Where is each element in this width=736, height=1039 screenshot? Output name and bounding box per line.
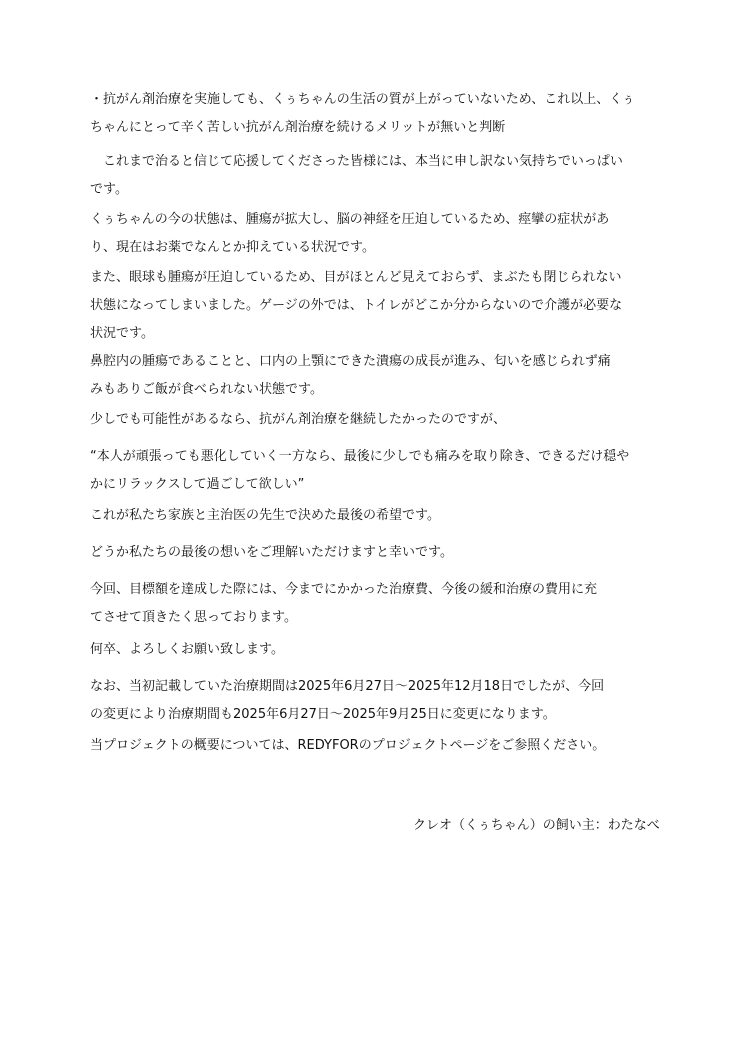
text-line: “本人が頑張っても悪化していく一方なら、最後に少しでも痛みを取り除き、できるだけ穏や [90, 449, 630, 464]
text-line: 鼻腔内の腫瘍であることと、口内の上顎にできた潰瘍の成長が進み、匂いを感じられず痛 [90, 354, 611, 369]
text-line: くぅちゃんの今の状態は、腫瘍が拡大し、脳の神経を圧迫しているため、痙攣の症状があ [90, 212, 610, 227]
paragraph-project-reference [90, 732, 605, 760]
text-line: なお、当初記載していた治療期間は2025年6月27日～2025年12月18日でしたが、今回 [90, 679, 605, 694]
text-line: 状態になってしまいました。ゲージの外では、トイレがどこか分からないので介護が必要な [90, 298, 623, 313]
text-line: の変更により治療期間も2025年6月27日～2025年9月25日に変更になります。 [90, 707, 556, 722]
signature: クレオ（くぅちゃん）の飼い主：わたなべ [413, 818, 660, 833]
text-line: ちゃんにとって辛く苦しい抗がん剤治療を続けるメリットが無いと判断 [90, 120, 506, 135]
text-line: 今回、目標額を達成した際には、今までにかかった治療費、今後の緩和治療の費用に充 [90, 582, 598, 597]
text-line: かにリラックスして過ごして欲しい” [90, 477, 305, 492]
paragraph-apology [90, 148, 623, 204]
text-line: 状況です。 [90, 326, 154, 341]
text-line: これまで治ると信じて応援してくださった皆様には、本当に申し訳ない気持ちでいっぱい [90, 154, 623, 169]
paragraph-decision [90, 86, 635, 142]
paragraph-request [90, 636, 284, 664]
text-line: みもありご飯が食べられない状態です。 [90, 382, 323, 397]
text-line: てさせて頂きたく思っております。 [90, 610, 297, 625]
paragraph-understanding [90, 539, 453, 567]
paragraph-funds-usage [90, 576, 597, 632]
paragraph-final-hope [90, 502, 440, 530]
text-line: 何卒、よろしくお願い致します。 [90, 642, 284, 657]
paragraph-wish-continue [90, 406, 506, 434]
paragraph-quote [90, 443, 629, 499]
paragraph-nasal-tumor [90, 348, 611, 404]
paragraph-current-condition [90, 206, 609, 262]
paragraph-eye-condition [90, 264, 622, 348]
paragraph-period-change [90, 673, 604, 729]
text-line: これが私たち家族と主治医の先生で決めた最後の希望です。 [90, 508, 440, 523]
text-line: 当プロジェクトの概要については、REDYFORのプロジェクトページをご参照ください。 [90, 738, 606, 753]
text-line: ・抗がん剤治療を実施しても、くぅちゃんの生活の質が上がっていないため、これ以上、くぅ [90, 92, 635, 107]
text-line: り、現在はお薬でなんとか抑えている状況です。 [90, 240, 375, 255]
text-line: 少しでも可能性があるなら、抗がん剤治療を継続したかったのですが、 [90, 412, 507, 427]
text-line: どうか私たちの最後の想いをご理解いただけますと幸いです。 [90, 545, 453, 560]
text-line: です。 [90, 182, 128, 197]
text-line: また、眼球も腫瘍が圧迫しているため、目がほとんど見えておらず、まぶたも閉じられない [90, 270, 622, 285]
